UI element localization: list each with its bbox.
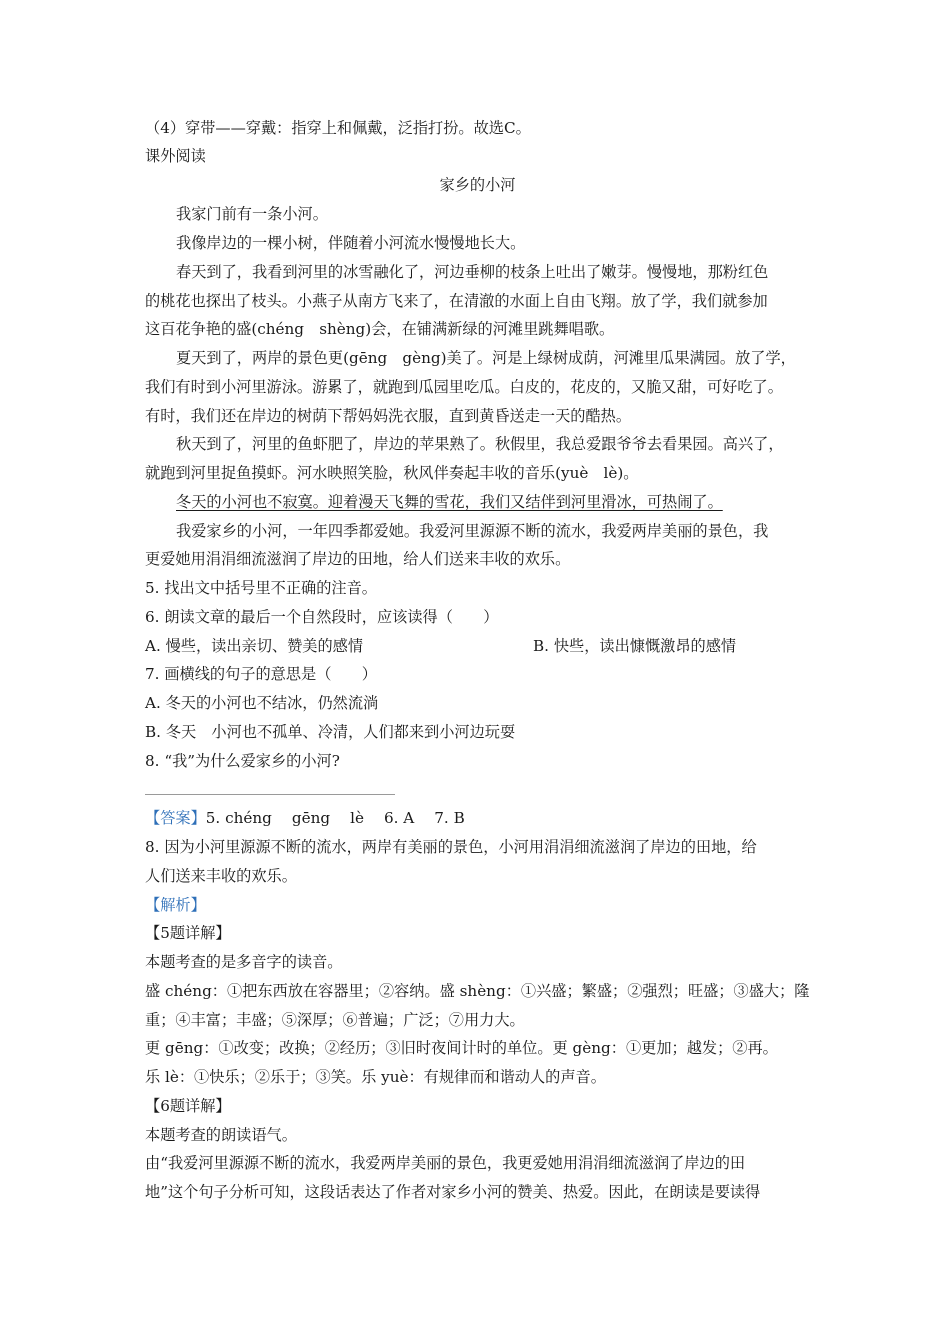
article-paragraph: 夏天到了，两岸的景色更(gēng gèng)美了。河是上绿树成荫，河滩里瓜果满园。放了学， xyxy=(176,349,796,367)
detail-heading: 【5题详解】 xyxy=(145,924,231,942)
detail-line: 更 gēng：①改变；改换；②经历；③旧时夜间计时的单位。更 gèng：①更加；越发；②再。 xyxy=(145,1039,778,1057)
section-heading: 课外阅读 xyxy=(145,147,206,165)
detail-line: 本题考查的是多音字的读音。 xyxy=(145,953,343,971)
divider xyxy=(145,794,395,795)
option-a: A. 冬天的小河也不结冰，仍然流淌 xyxy=(145,694,379,712)
article-paragraph: 我像岸边的一棵小树，伴随着小河流水慢慢地长大。 xyxy=(176,234,526,252)
article-line: 有时，我们还在岸边的树荫下帮妈妈洗衣服，直到黄昏送走一天的酷热。 xyxy=(145,407,631,425)
question-7: 7. 画横线的句子的意思是（ ） xyxy=(145,665,377,683)
answer-tag: 【答案】 xyxy=(145,809,206,827)
question-8: 8. “我”为什么爱家乡的小河? xyxy=(145,752,340,770)
article-paragraph: 春天到了，我看到河里的冰雪融化了，河边垂柳的枝条上吐出了嫩芽。慢慢地，那粉红色 xyxy=(176,263,769,281)
detail-line: 由“我爱河里源源不断的流水，我爱两岸美丽的景色，我更爱她用涓涓细流滋润了岸边的田 xyxy=(145,1154,746,1172)
article-line: 更爱她用涓涓细流滋润了岸边的田地，给人们送来丰收的欢乐。 xyxy=(145,550,571,568)
underlined-sentence: 冬天的小河也不寂寞。迎着漫天飞舞的雪花，我们又结伴到河里滑冰，可热闹了。 xyxy=(176,493,723,511)
article-line: 的桃花也探出了枝头。小燕子从南方飞来了，在清澈的水面上自由飞翔。放了学，我们就参加 xyxy=(145,292,768,310)
option-b: B. 冬天 小河也不孤单、冷清，人们都来到小河边玩耍 xyxy=(145,723,516,741)
article-line: 这百花争艳的盛(chéng shèng)会，在铺满新绿的河滩里跳舞唱歌。 xyxy=(145,320,615,338)
answer-line xyxy=(145,808,465,828)
detail-heading: 【6题详解】 xyxy=(145,1097,231,1115)
detail-line: 本题考查的朗读语气。 xyxy=(145,1126,297,1144)
analysis-tag: 【解析】 xyxy=(145,896,206,914)
answer-values: 5. chéng gēng lè 6. A 7. B xyxy=(205,809,465,827)
article-paragraph: 我家门前有一条小河。 xyxy=(176,205,328,223)
option-a: A. 慢些，读出亲切、赞美的感情 xyxy=(145,637,364,655)
question-6: 6. 朗读文章的最后一个自然段时，应该读得（ ） xyxy=(145,608,499,626)
article-title: 家乡的小河 xyxy=(439,176,516,194)
question-6-options xyxy=(145,636,810,656)
answer-8-line: 人们送来丰收的欢乐。 xyxy=(145,867,297,885)
detail-line: 盛 chéng：①把东西放在容器里；②容纳。盛 shèng：①兴盛；繁盛；②强烈；旺盛；③盛大；隆 xyxy=(145,982,810,1000)
question-5: 5. 找出文中括号里不正确的注音。 xyxy=(145,579,377,597)
prev-answer-line: （4）穿带——穿戴：指穿上和佩戴，泛指打扮。故选C。 xyxy=(145,119,531,137)
detail-line: 地”这个句子分析可知，这段话表达了作者对家乡小河的赞美、热爱。因此，在朗读是要读得 xyxy=(145,1183,761,1201)
article-line: 我们有时到小河里游泳。游累了，就跑到瓜园里吃瓜。白皮的，花皮的，又脆又甜，可好吃了。 xyxy=(145,378,783,396)
article-paragraph: 我爱家乡的小河，一年四季都爱她。我爱河里源源不断的流水，我爱两岸美丽的景色，我 xyxy=(176,522,769,540)
detail-line: 乐 lè：①快乐；②乐于；③笑。乐 yuè：有规律而和谐动人的声音。 xyxy=(145,1068,606,1086)
article-line: 就跑到河里捉鱼摸虾。河水映照笑脸，秋风伴奏起丰收的音乐(yuè lè)。 xyxy=(145,464,639,482)
answer-8-line: 8. 因为小河里源源不断的流水，两岸有美丽的景色，小河用涓涓细流滋润了岸边的田地，给 xyxy=(145,838,757,856)
detail-line: 重；④丰富；丰盛；⑤深厚；⑥普遍；广泛；⑦用力大。 xyxy=(145,1011,525,1029)
article-paragraph: 秋天到了，河里的鱼虾肥了，岸边的苹果熟了。秋假里，我总爱跟爷爷去看果园。高兴了， xyxy=(176,435,784,453)
option-b: B. 快些，读出慷慨激昂的感情 xyxy=(533,637,737,655)
